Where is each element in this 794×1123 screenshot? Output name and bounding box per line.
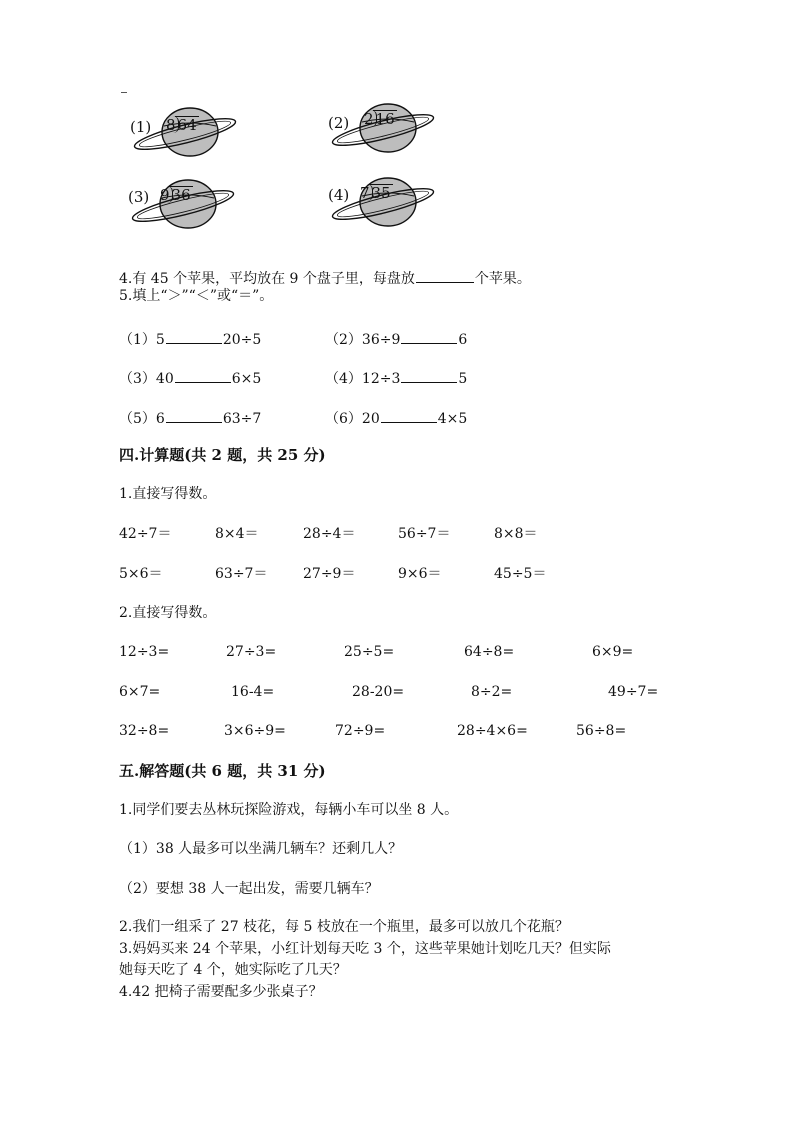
planet-problem-4 xyxy=(328,170,438,230)
section-5-q1b: （2）要想 38 人一起出发，需要几辆车？ xyxy=(119,881,379,897)
section-5-title: 五.解答题(共 6 题，共 31 分) xyxy=(119,762,326,780)
planet-label: (1) xyxy=(130,118,152,136)
left-expr: 36÷9 xyxy=(361,332,401,348)
mental-math-item: 16-4= xyxy=(231,684,275,700)
planet-label: (3) xyxy=(128,188,150,206)
item-number: （6） xyxy=(325,411,362,427)
left-expr: 12÷3 xyxy=(361,371,401,387)
left-expr: 20 xyxy=(361,411,380,427)
dividend: 16 xyxy=(375,110,395,128)
divisor: 7 xyxy=(360,184,370,202)
answer-blank[interactable] xyxy=(166,408,222,423)
mental-math-item: 64÷8= xyxy=(464,644,515,660)
mental-math-item: 28÷4＝ xyxy=(303,526,356,542)
section-5-q4: 4.42 把椅子需要配多少张桌子？ xyxy=(119,984,323,1000)
compare-item xyxy=(119,329,261,349)
question-5: 5.填上“＞”“＜”或“＝”。 xyxy=(119,288,274,304)
mental-math-item: 42÷7＝ xyxy=(119,526,172,542)
mental-math-item: 49÷7= xyxy=(608,684,659,700)
mental-math-item: 25÷5= xyxy=(344,644,395,660)
section-5-q3-line1: 3.妈妈买来 24 个苹果，小红计划每天吃 3 个，这些苹果她计划吃几天？但实际 xyxy=(119,941,611,957)
planet-problem-3 xyxy=(128,172,238,232)
section-5-q1: 1.同学们要去丛林玩探险游戏，每辆小车可以坐 8 人。 xyxy=(119,802,459,818)
mental-math-item: 9×6＝ xyxy=(398,566,442,582)
compare-item xyxy=(325,329,467,349)
planet-label: (4) xyxy=(328,186,350,204)
left-expr: 5 xyxy=(155,332,165,348)
q4-text: 4.有 45 个苹果，平均放在 9 个盘子里，每盘放 xyxy=(119,271,415,287)
mental-math-item: 56÷8= xyxy=(576,723,627,739)
compare-item xyxy=(325,408,467,428)
right-expr: 6×5 xyxy=(231,371,262,387)
left-expr: 6 xyxy=(155,411,165,427)
right-expr: 63÷7 xyxy=(222,411,262,427)
stray-mark xyxy=(121,92,127,93)
mental-math-item: 27÷3= xyxy=(226,644,277,660)
answer-blank[interactable] xyxy=(401,368,457,383)
mental-math-item: 27÷9＝ xyxy=(303,566,356,582)
mental-math-item: 28-20= xyxy=(352,684,405,700)
answer-blank[interactable] xyxy=(401,329,457,344)
compare-item xyxy=(119,408,261,428)
answer-blank[interactable] xyxy=(175,368,231,383)
item-number: （1） xyxy=(119,332,156,348)
mental-math-item: 8×4＝ xyxy=(215,526,259,542)
answer-blank[interactable] xyxy=(381,408,437,423)
long-division xyxy=(160,186,191,204)
mental-math-item: 28÷4×6= xyxy=(457,723,528,739)
mental-math-item: 72÷9= xyxy=(335,723,386,739)
long-division xyxy=(166,116,197,134)
mental-math-item: 6×7= xyxy=(119,684,161,700)
long-division xyxy=(360,184,391,202)
long-division xyxy=(364,110,395,128)
mental-math-item: 45÷5＝ xyxy=(494,566,547,582)
dividend: 35 xyxy=(371,184,391,202)
planet-problem-1 xyxy=(130,100,240,160)
mental-math-item: 63÷7＝ xyxy=(215,566,268,582)
mental-math-item: 8×8＝ xyxy=(494,526,538,542)
right-expr: 5 xyxy=(458,371,468,387)
divisor: 2 xyxy=(364,110,374,128)
mental-math-item: 6×9= xyxy=(592,644,634,660)
section-4-title: 四.计算题(共 2 题，共 25 分) xyxy=(119,446,326,464)
right-expr: 6 xyxy=(458,332,468,348)
item-number: （4） xyxy=(325,371,362,387)
dividend: 64 xyxy=(177,116,197,134)
right-expr: 4×5 xyxy=(437,411,468,427)
compare-item xyxy=(119,368,261,388)
divisor: 9 xyxy=(160,186,170,204)
mental-math-item: 56÷7＝ xyxy=(398,526,451,542)
divisor: 8 xyxy=(166,116,176,134)
section-5-q3-line2: 她每天吃了 4 个，她实际吃了几天？ xyxy=(119,962,347,978)
mental-math-item: 32÷8= xyxy=(119,723,170,739)
answer-blank[interactable] xyxy=(416,268,474,283)
section-4-q2: 2.直接写得数。 xyxy=(119,605,217,621)
mental-math-item: 8÷2= xyxy=(471,684,513,700)
dividend: 36 xyxy=(171,186,191,204)
question-4 xyxy=(119,268,531,288)
right-expr: 20÷5 xyxy=(222,332,262,348)
section-4-q1: 1.直接写得数。 xyxy=(119,486,217,502)
planet-label: (2) xyxy=(328,114,350,132)
compare-item xyxy=(325,368,467,388)
mental-math-item: 12÷3= xyxy=(119,644,170,660)
item-number: （5） xyxy=(119,411,156,427)
left-expr: 40 xyxy=(155,371,174,387)
mental-math-item: 5×6＝ xyxy=(119,566,163,582)
section-5-q2: 2.我们一组采了 27 枝花，每 5 枝放在一个瓶里，最多可以放几个花瓶？ xyxy=(119,919,569,935)
item-number: （3） xyxy=(119,371,156,387)
mental-math-item: 3×6÷9= xyxy=(224,723,286,739)
q4-suffix: 个苹果。 xyxy=(474,271,531,287)
item-number: （2） xyxy=(325,332,362,348)
planet-problem-2 xyxy=(328,96,438,156)
section-5-q1a: （1）38 人最多可以坐满几辆车？还剩几人？ xyxy=(119,841,403,857)
answer-blank[interactable] xyxy=(166,329,222,344)
